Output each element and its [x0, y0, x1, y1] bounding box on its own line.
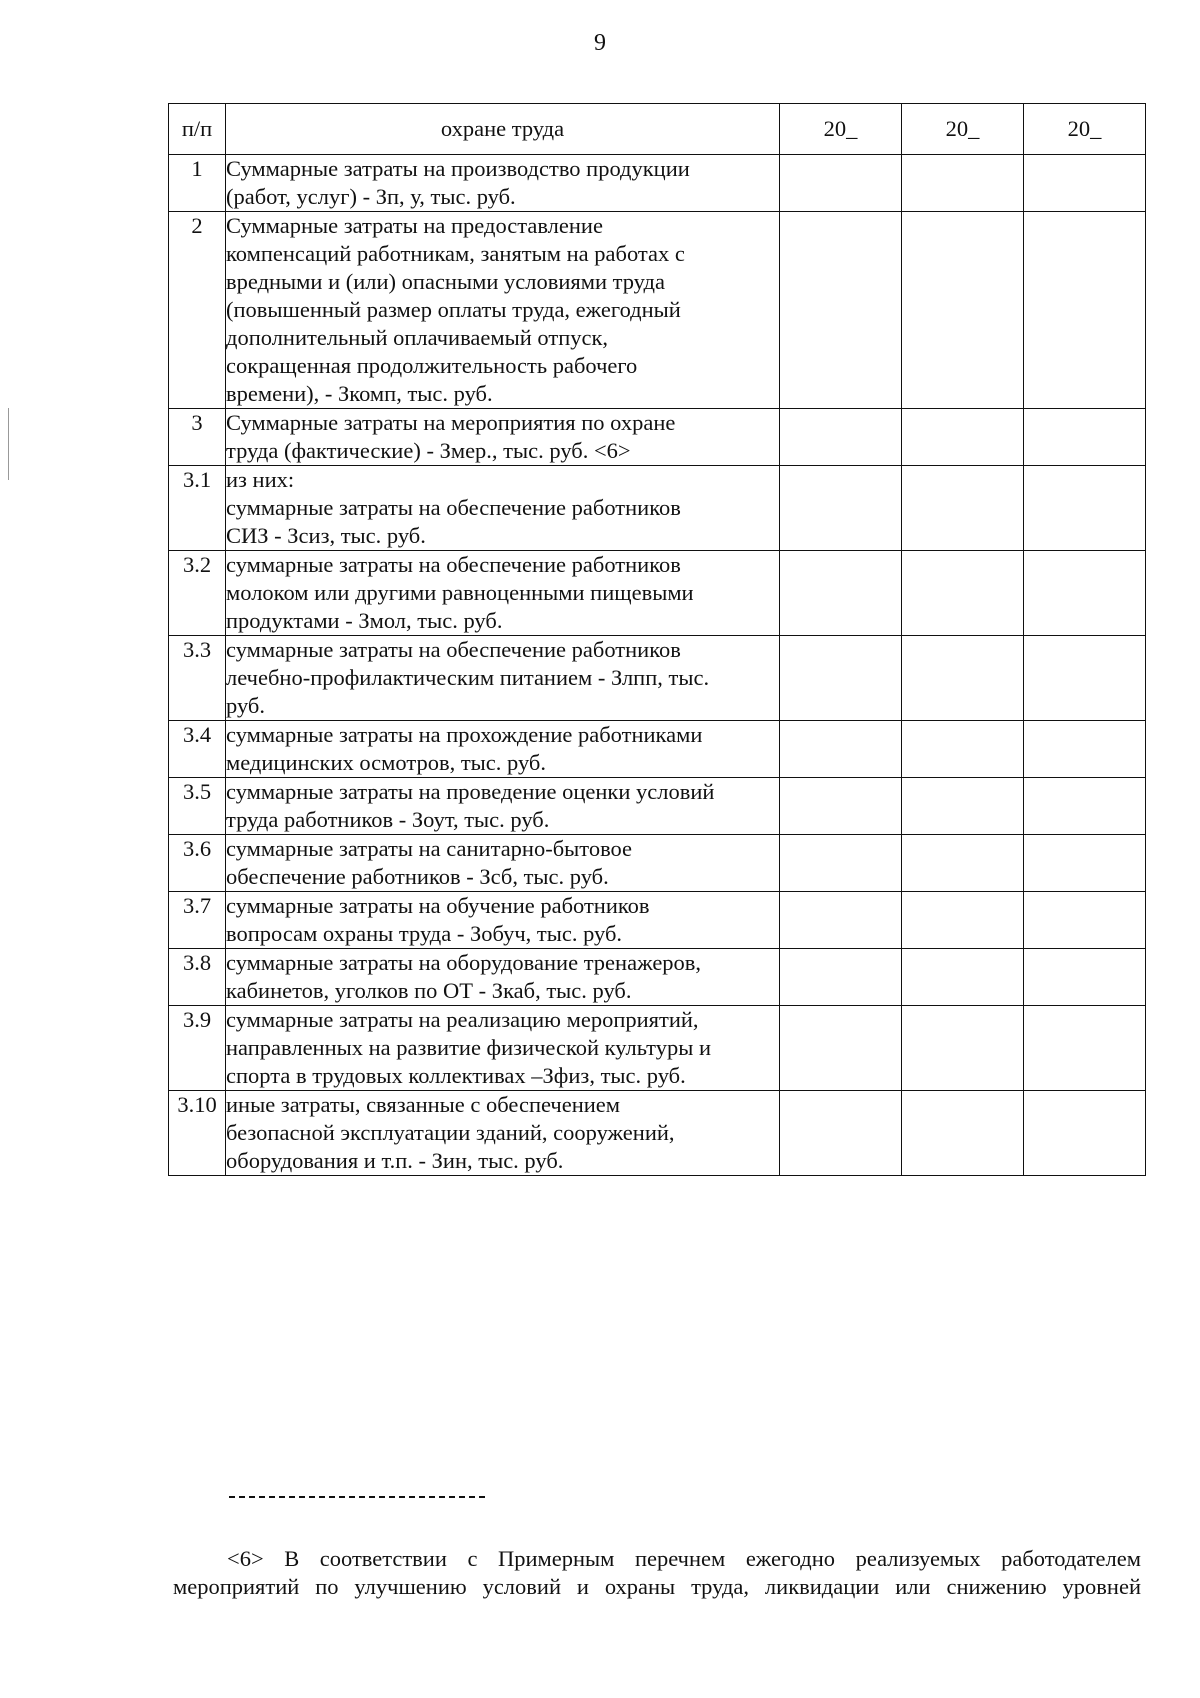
year-value-cell[interactable]	[1024, 466, 1146, 551]
cost-indicators-table	[168, 103, 1146, 1176]
table-header-row	[169, 104, 1146, 155]
table-row	[169, 409, 1146, 466]
row-number-cell: 3.9	[169, 1006, 226, 1091]
table-row	[169, 212, 1146, 409]
year-value-cell[interactable]	[1024, 1006, 1146, 1091]
year-value-cell[interactable]	[780, 892, 902, 949]
row-description-cell: суммарные затраты на обучение работников вопросам охраны труда - Зобуч, тыс. руб.	[226, 892, 780, 949]
row-number-cell: 3.2	[169, 551, 226, 636]
year-value-cell[interactable]	[780, 551, 902, 636]
row-description-cell: Суммарные затраты на мероприятия по охране труда (фактические) - Змер., тыс. руб. <6>	[226, 409, 780, 466]
year-value-cell[interactable]	[780, 778, 902, 835]
row-description-cell: суммарные затраты на оборудование тренажеров, кабинетов, уголков по ОТ - Зкаб, тыс. руб.	[226, 949, 780, 1006]
year-value-cell[interactable]	[780, 949, 902, 1006]
year-value-cell[interactable]	[780, 212, 902, 409]
row-number-cell: 3.8	[169, 949, 226, 1006]
row-description-cell: суммарные затраты на обеспечение работников молоком или другими равноценными пищевыми продуктами - Змол, тыс. руб.	[226, 551, 780, 636]
row-description-cell: суммарные затраты на проведение оценки условий труда работников - Зоут, тыс. руб.	[226, 778, 780, 835]
year-value-cell[interactable]	[902, 949, 1024, 1006]
year-value-cell[interactable]	[902, 409, 1024, 466]
year-value-cell[interactable]	[780, 636, 902, 721]
year-value-cell[interactable]	[902, 721, 1024, 778]
row-description-cell: иные затраты, связанные с обеспечением безопасной эксплуатации зданий, сооружений, оборудования и т.п. - Зин, тыс. руб.	[226, 1091, 780, 1176]
year-value-cell[interactable]	[1024, 551, 1146, 636]
year-value-cell[interactable]	[780, 1091, 902, 1176]
year-value-cell[interactable]	[1024, 1091, 1146, 1176]
year-value-cell[interactable]	[780, 409, 902, 466]
page-number: 9	[594, 30, 606, 56]
year-value-cell[interactable]	[1024, 892, 1146, 949]
table-row	[169, 1006, 1146, 1091]
row-description-cell: Суммарные затраты на предоставление компенсаций работникам, занятым на работах с вредными и (или) опасными условиями труда (повышенный размер оплаты труда, ежегодный дополнительный оплачиваемый отпуск, сокращенная продолжительность рабочего времени), - Зкомп, тыс. руб.	[226, 212, 780, 409]
footnote-text: <6> В соответствии с Примерным перечнем ежегодно реализуемых работодателем мероприятий по улучшению условий и охраны труда, ликвидации или снижению уровней	[173, 1546, 1141, 1599]
table-body	[169, 155, 1146, 1176]
year-value-cell[interactable]	[780, 466, 902, 551]
year-value-cell[interactable]	[902, 636, 1024, 721]
row-number-cell: 2	[169, 212, 226, 409]
table-row	[169, 551, 1146, 636]
row-number-cell: 3.1	[169, 466, 226, 551]
header-year-cell: 20_	[780, 104, 902, 155]
table-row	[169, 778, 1146, 835]
row-number-cell: 3.3	[169, 636, 226, 721]
year-value-cell[interactable]	[1024, 949, 1146, 1006]
year-value-cell[interactable]	[902, 466, 1024, 551]
row-description-cell: суммарные затраты на обеспечение работников лечебно-профилактическим питанием - Злпп, тыс. руб.	[226, 636, 780, 721]
table-row	[169, 1091, 1146, 1176]
table-row	[169, 155, 1146, 212]
year-value-cell[interactable]	[902, 835, 1024, 892]
header-year-cell: 20_	[902, 104, 1024, 155]
row-number-cell: 3.6	[169, 835, 226, 892]
footnote-separator	[229, 1496, 485, 1498]
table-row	[169, 466, 1146, 551]
year-value-cell[interactable]	[1024, 636, 1146, 721]
year-value-cell[interactable]	[1024, 409, 1146, 466]
table-row	[169, 949, 1146, 1006]
row-description-cell: из них: суммарные затраты на обеспечение работников СИЗ - Зсиз, тыс. руб.	[226, 466, 780, 551]
year-value-cell[interactable]	[780, 721, 902, 778]
row-number-cell: 3	[169, 409, 226, 466]
row-number-cell: 1	[169, 155, 226, 212]
scan-margin-mark	[8, 408, 9, 480]
row-number-cell: 3.5	[169, 778, 226, 835]
year-value-cell[interactable]	[902, 1091, 1024, 1176]
year-value-cell[interactable]	[902, 551, 1024, 636]
year-value-cell[interactable]	[780, 1006, 902, 1091]
table-row	[169, 636, 1146, 721]
row-description-cell: суммарные затраты на санитарно-бытовое обеспечение работников - Зсб, тыс. руб.	[226, 835, 780, 892]
table-row	[169, 835, 1146, 892]
year-value-cell[interactable]	[780, 835, 902, 892]
year-value-cell[interactable]	[902, 212, 1024, 409]
year-value-cell[interactable]	[1024, 721, 1146, 778]
table-row	[169, 892, 1146, 949]
year-value-cell[interactable]	[1024, 155, 1146, 212]
year-value-cell[interactable]	[902, 892, 1024, 949]
row-number-cell: 3.10	[169, 1091, 226, 1176]
year-value-cell[interactable]	[902, 778, 1024, 835]
row-number-cell: 3.4	[169, 721, 226, 778]
header-desc-cell: охране труда	[226, 104, 780, 155]
year-value-cell[interactable]	[1024, 835, 1146, 892]
year-value-cell[interactable]	[902, 1006, 1024, 1091]
row-description-cell: суммарные затраты на реализацию мероприятий, направленных на развитие физической культуры и спорта в трудовых коллективах –Зфиз, тыс. руб.	[226, 1006, 780, 1091]
header-year-cell: 20_	[1024, 104, 1146, 155]
row-description-cell: суммарные затраты на прохождение работниками медицинских осмотров, тыс. руб.	[226, 721, 780, 778]
row-description-cell: Суммарные затраты на производство продукции (работ, услуг) - Зп, у, тыс. руб.	[226, 155, 780, 212]
year-value-cell[interactable]	[1024, 778, 1146, 835]
year-value-cell[interactable]	[902, 155, 1024, 212]
year-value-cell[interactable]	[780, 155, 902, 212]
row-number-cell: 3.7	[169, 892, 226, 949]
table-row	[169, 721, 1146, 778]
year-value-cell[interactable]	[1024, 212, 1146, 409]
header-num-cell: п/п	[169, 104, 226, 155]
